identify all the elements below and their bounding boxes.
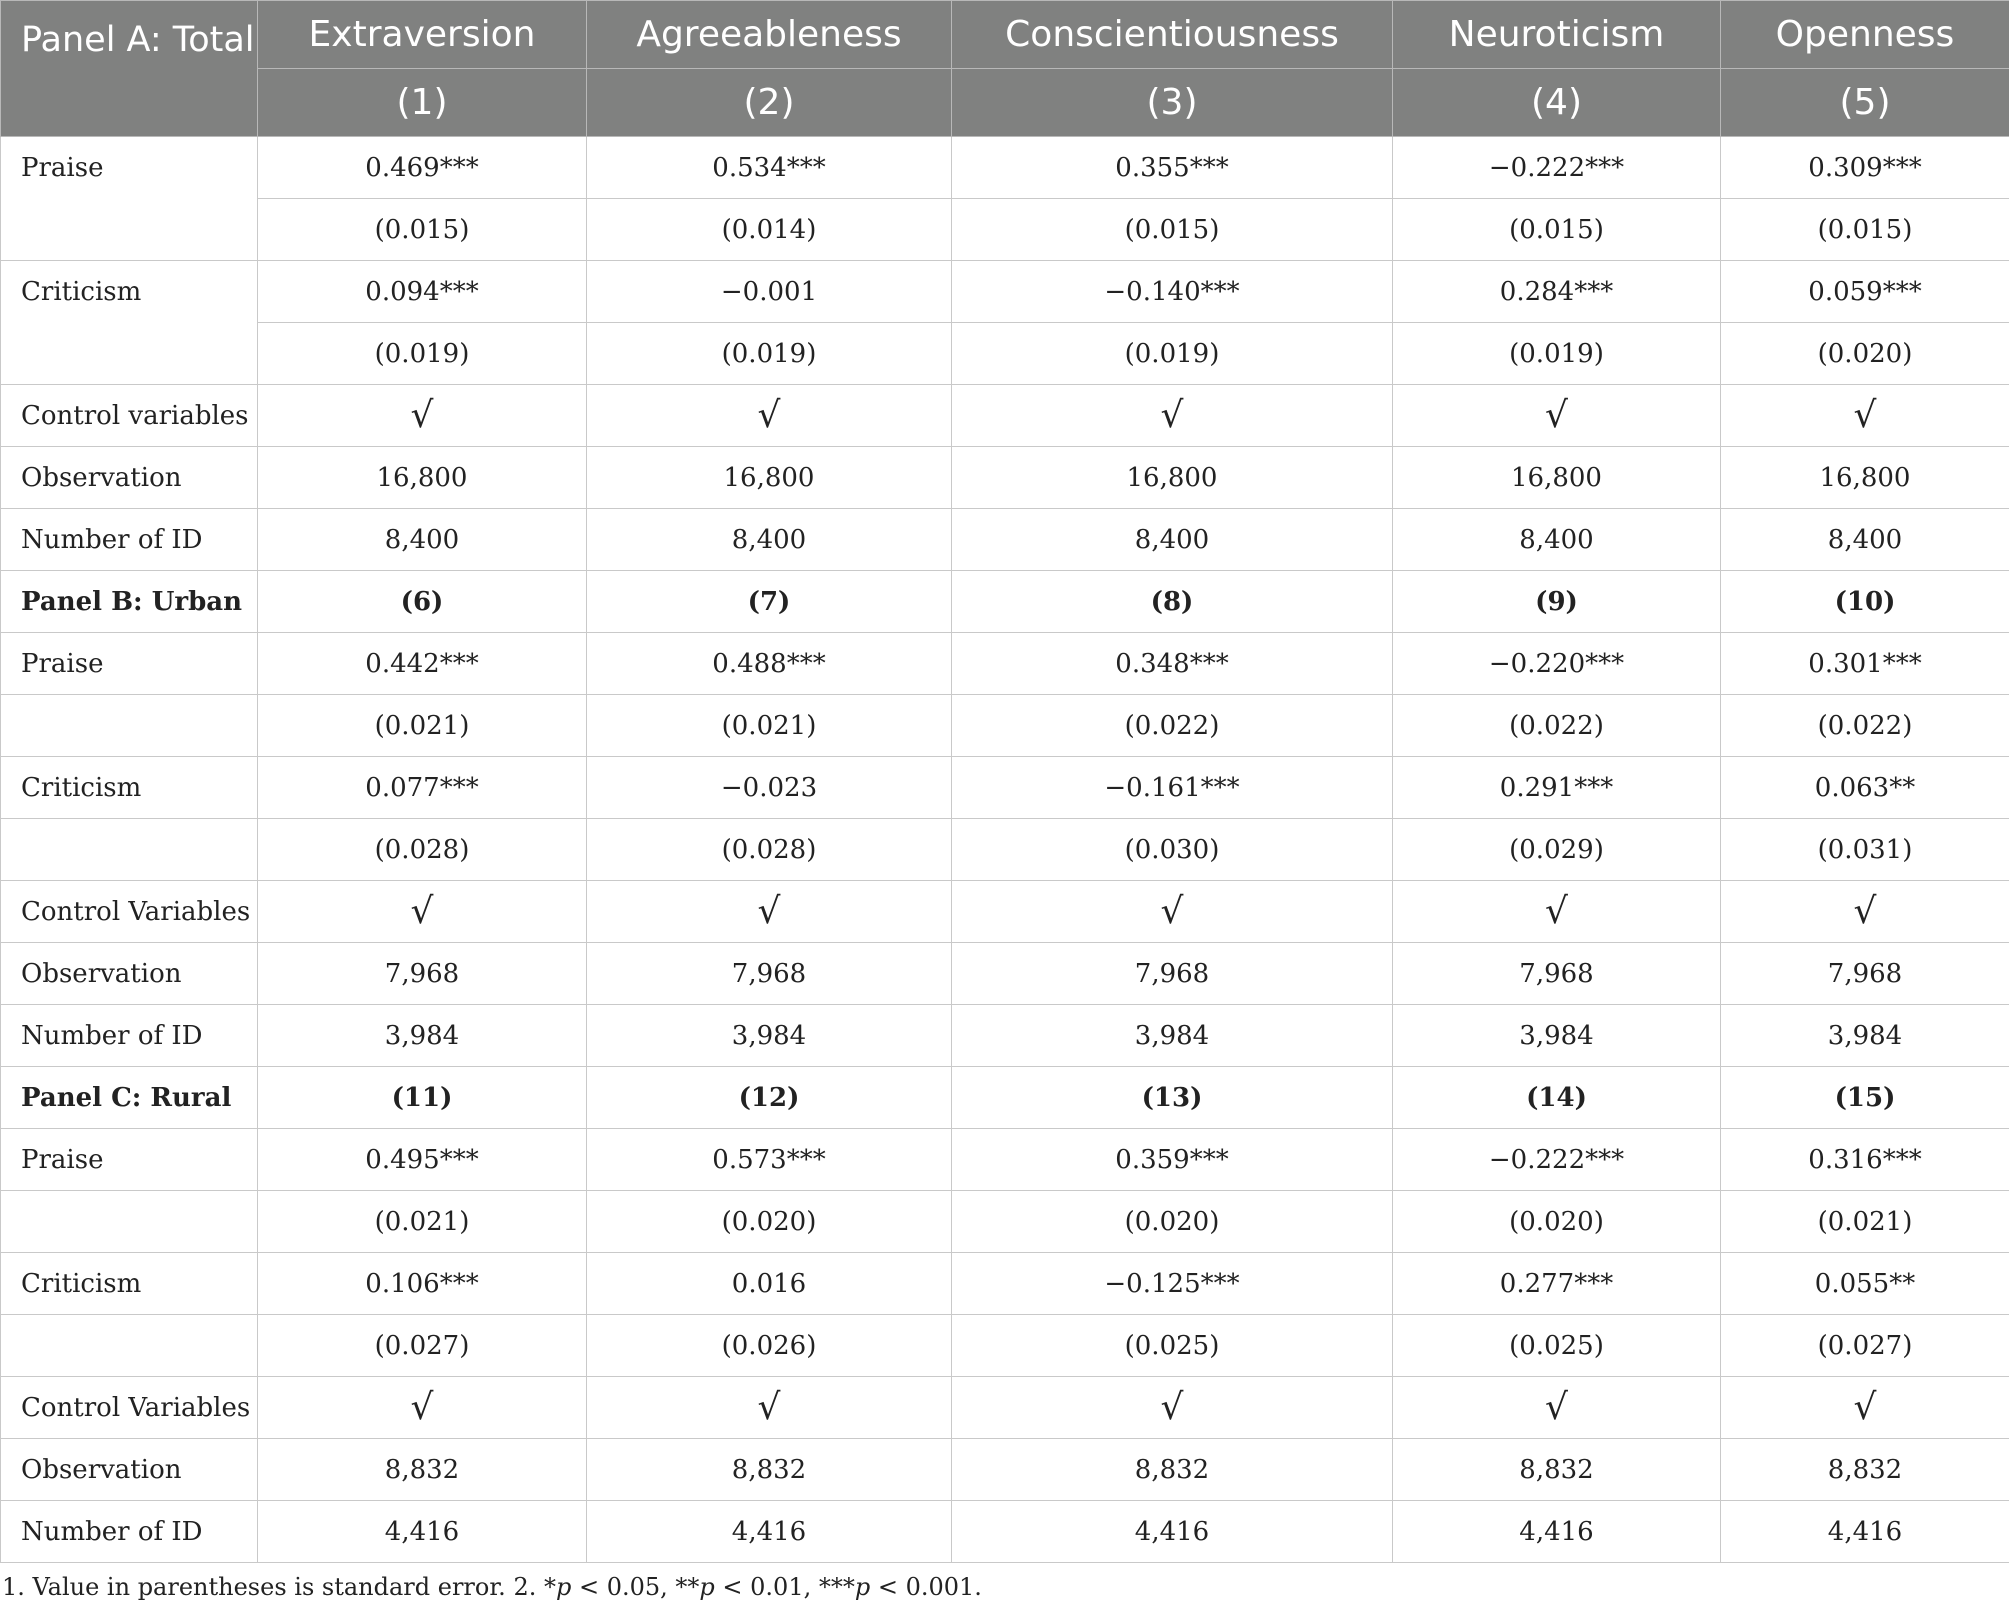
- table-row: [1, 819, 2009, 881]
- coef-cell: 0.309***: [1721, 137, 2009, 199]
- table-header: [1, 1, 2009, 137]
- column-number: (10): [1721, 571, 2009, 633]
- value-cell: 16,800: [952, 447, 1393, 509]
- se-cell: (0.019): [258, 323, 587, 385]
- table-row: [1, 1439, 2009, 1501]
- coef-cell: 0.316***: [1721, 1129, 2009, 1191]
- check-mark: √: [1393, 385, 1721, 447]
- check-mark: √: [1393, 1377, 1721, 1439]
- panel-header-row: [1, 571, 2009, 633]
- value-cell: 16,800: [587, 447, 952, 509]
- table-row: [1, 1253, 2009, 1315]
- value-cell: 7,968: [1393, 943, 1721, 1005]
- table-row: [1, 1315, 2009, 1377]
- se-cell: (0.020): [1721, 323, 2009, 385]
- se-cell: (0.015): [258, 199, 587, 261]
- table-footnote: [2, 1573, 982, 1601]
- column-number: (9): [1393, 571, 1721, 633]
- coef-cell: 0.063**: [1721, 757, 2009, 819]
- check-mark: √: [1721, 385, 2009, 447]
- value-cell: 8,400: [1721, 509, 2009, 571]
- row-label-controls: Control Variables: [1, 881, 258, 943]
- value-cell: 7,968: [1721, 943, 2009, 1005]
- coef-cell: 0.106***: [258, 1253, 587, 1315]
- se-cell: (0.021): [587, 695, 952, 757]
- se-cell: (0.015): [952, 199, 1393, 261]
- se-cell: (0.028): [258, 819, 587, 881]
- empty-label-cell: [1, 1315, 258, 1377]
- coef-cell: −0.222***: [1393, 137, 1721, 199]
- value-cell: 16,800: [258, 447, 587, 509]
- se-cell: (0.022): [952, 695, 1393, 757]
- value-cell: 16,800: [1721, 447, 2009, 509]
- value-cell: 8,400: [952, 509, 1393, 571]
- value-cell: 3,984: [952, 1005, 1393, 1067]
- check-mark: √: [587, 385, 952, 447]
- column-number: (5): [1721, 69, 2009, 137]
- coef-cell: 0.301***: [1721, 633, 2009, 695]
- column-number: (12): [587, 1067, 952, 1129]
- header-row-numbers: [1, 69, 2009, 137]
- check-mark: √: [952, 1377, 1393, 1439]
- check-mark: √: [587, 881, 952, 943]
- row-label-praise: Praise: [1, 1129, 258, 1191]
- se-cell: (0.028): [587, 819, 952, 881]
- value-cell: 7,968: [952, 943, 1393, 1005]
- row-label-number-of-id: Number of ID: [1, 509, 258, 571]
- check-mark: √: [1721, 881, 2009, 943]
- value-cell: 4,416: [587, 1501, 952, 1563]
- coef-cell: 0.077***: [258, 757, 587, 819]
- column-number: (4): [1393, 69, 1721, 137]
- table-row: [1, 261, 2009, 323]
- value-cell: 8,400: [587, 509, 952, 571]
- se-cell: (0.031): [1721, 819, 2009, 881]
- column-number: (7): [587, 571, 952, 633]
- row-label-number-of-id: Number of ID: [1, 1005, 258, 1067]
- se-cell: (0.027): [1721, 1315, 2009, 1377]
- se-cell: (0.029): [1393, 819, 1721, 881]
- footnote-text: < 0.01, ***: [714, 1573, 855, 1601]
- table-row: [1, 323, 2009, 385]
- empty-label-cell: [1, 1191, 258, 1253]
- value-cell: 8,400: [1393, 509, 1721, 571]
- table-row: [1, 1005, 2009, 1067]
- value-cell: 8,832: [1721, 1439, 2009, 1501]
- se-cell: (0.022): [1393, 695, 1721, 757]
- check-mark: √: [258, 881, 587, 943]
- check-mark: √: [952, 881, 1393, 943]
- table-row: [1, 1191, 2009, 1253]
- coef-cell: −0.222***: [1393, 1129, 1721, 1191]
- check-mark: √: [1721, 1377, 2009, 1439]
- table-row: [1, 757, 2009, 819]
- p-symbol: p: [854, 1573, 871, 1601]
- value-cell: 3,984: [258, 1005, 587, 1067]
- se-cell: (0.020): [587, 1191, 952, 1253]
- coef-cell: 0.534***: [587, 137, 952, 199]
- coef-cell: −0.220***: [1393, 633, 1721, 695]
- row-label-number-of-id: Number of ID: [1, 1501, 258, 1563]
- se-cell: (0.021): [1721, 1191, 2009, 1253]
- coef-cell: −0.140***: [952, 261, 1393, 323]
- se-cell: (0.019): [952, 323, 1393, 385]
- se-cell: (0.027): [258, 1315, 587, 1377]
- table-row: [1, 447, 2009, 509]
- se-cell: (0.015): [1721, 199, 2009, 261]
- value-cell: 4,416: [952, 1501, 1393, 1563]
- table-row: [1, 137, 2009, 199]
- empty-label-cell: [1, 819, 258, 881]
- footnote-text: < 0.001.: [870, 1573, 982, 1601]
- column-number: (8): [952, 571, 1393, 633]
- coef-cell: 0.055**: [1721, 1253, 2009, 1315]
- coef-cell: 0.284***: [1393, 261, 1721, 323]
- table-row: [1, 881, 2009, 943]
- column-number: (6): [258, 571, 587, 633]
- table-row: [1, 1377, 2009, 1439]
- se-cell: (0.025): [1393, 1315, 1721, 1377]
- coef-cell: 0.469***: [258, 137, 587, 199]
- value-cell: 4,416: [258, 1501, 587, 1563]
- panel-header-row: [1, 1067, 2009, 1129]
- row-label-observation: Observation: [1, 1439, 258, 1501]
- se-cell: (0.014): [587, 199, 952, 261]
- se-cell: (0.015): [1393, 199, 1721, 261]
- row-label-observation: Observation: [1, 943, 258, 1005]
- value-cell: 8,400: [258, 509, 587, 571]
- row-label-praise: Praise: [1, 137, 258, 261]
- column-number: (1): [258, 69, 587, 137]
- se-cell: (0.019): [587, 323, 952, 385]
- panel-a-label: Panel A: Total: [1, 1, 258, 137]
- column-header-extraversion: Extraversion: [258, 1, 587, 69]
- coef-cell: 0.359***: [952, 1129, 1393, 1191]
- row-label-controls: Control variables: [1, 385, 258, 447]
- coef-cell: −0.001: [587, 261, 952, 323]
- coef-cell: 0.442***: [258, 633, 587, 695]
- check-mark: √: [258, 1377, 587, 1439]
- panel-c-label: Panel C: Rural: [1, 1067, 258, 1129]
- row-label-controls: Control Variables: [1, 1377, 258, 1439]
- check-mark: √: [952, 385, 1393, 447]
- table-row: [1, 1501, 2009, 1563]
- value-cell: 8,832: [258, 1439, 587, 1501]
- column-header-conscientiousness: Conscientiousness: [952, 1, 1393, 69]
- column-number: (14): [1393, 1067, 1721, 1129]
- value-cell: 4,416: [1393, 1501, 1721, 1563]
- table-row: [1, 1129, 2009, 1191]
- se-cell: (0.025): [952, 1315, 1393, 1377]
- p-symbol: p: [699, 1573, 715, 1601]
- coef-cell: 0.016: [587, 1253, 952, 1315]
- se-cell: (0.021): [258, 1191, 587, 1253]
- value-cell: 16,800: [1393, 447, 1721, 509]
- se-cell: (0.020): [952, 1191, 1393, 1253]
- empty-label-cell: [1, 695, 258, 757]
- footnote-text: 1. Value in parentheses is standard error. 2. *: [2, 1573, 556, 1601]
- column-number: (13): [952, 1067, 1393, 1129]
- value-cell: 8,832: [1393, 1439, 1721, 1501]
- value-cell: 8,832: [952, 1439, 1393, 1501]
- panel-b-label: Panel B: Urban: [1, 571, 258, 633]
- se-cell: (0.026): [587, 1315, 952, 1377]
- coef-cell: −0.023: [587, 757, 952, 819]
- coef-cell: 0.348***: [952, 633, 1393, 695]
- value-cell: 3,984: [1393, 1005, 1721, 1067]
- value-cell: 3,984: [587, 1005, 952, 1067]
- check-mark: √: [258, 385, 587, 447]
- column-number: (15): [1721, 1067, 2009, 1129]
- row-label-criticism: Criticism: [1, 1253, 258, 1315]
- value-cell: 7,968: [587, 943, 952, 1005]
- value-cell: 7,968: [258, 943, 587, 1005]
- table-body: [1, 137, 2009, 1563]
- value-cell: 4,416: [1721, 1501, 2009, 1563]
- coef-cell: 0.495***: [258, 1129, 587, 1191]
- coef-cell: 0.573***: [587, 1129, 952, 1191]
- coef-cell: 0.488***: [587, 633, 952, 695]
- value-cell: 8,832: [587, 1439, 952, 1501]
- table-row: [1, 199, 2009, 261]
- coef-cell: 0.291***: [1393, 757, 1721, 819]
- row-label-praise: Praise: [1, 633, 258, 695]
- value-cell: 3,984: [1721, 1005, 2009, 1067]
- se-cell: (0.019): [1393, 323, 1721, 385]
- footnote-text: < 0.05, **: [571, 1573, 700, 1601]
- coef-cell: −0.125***: [952, 1253, 1393, 1315]
- se-cell: (0.022): [1721, 695, 2009, 757]
- header-row-traits: [1, 1, 2009, 69]
- row-label-criticism: Criticism: [1, 261, 258, 385]
- column-header-agreeableness: Agreeableness: [587, 1, 952, 69]
- check-mark: √: [1393, 881, 1721, 943]
- coef-cell: 0.094***: [258, 261, 587, 323]
- coef-cell: 0.277***: [1393, 1253, 1721, 1315]
- se-cell: (0.021): [258, 695, 587, 757]
- column-header-neuroticism: Neuroticism: [1393, 1, 1721, 69]
- column-header-openness: Openness: [1721, 1, 2009, 69]
- row-label-criticism: Criticism: [1, 757, 258, 819]
- coef-cell: 0.355***: [952, 137, 1393, 199]
- table-row: [1, 509, 2009, 571]
- check-mark: √: [587, 1377, 952, 1439]
- coef-cell: 0.059***: [1721, 261, 2009, 323]
- row-label-observation: Observation: [1, 447, 258, 509]
- coef-cell: −0.161***: [952, 757, 1393, 819]
- p-symbol: p: [555, 1573, 572, 1601]
- column-number: (11): [258, 1067, 587, 1129]
- table-row: [1, 633, 2009, 695]
- column-number: (3): [952, 69, 1393, 137]
- se-cell: (0.020): [1393, 1191, 1721, 1253]
- table-row: [1, 385, 2009, 447]
- column-number: (2): [587, 69, 952, 137]
- se-cell: (0.030): [952, 819, 1393, 881]
- table-row: [1, 943, 2009, 1005]
- table-row: [1, 695, 2009, 757]
